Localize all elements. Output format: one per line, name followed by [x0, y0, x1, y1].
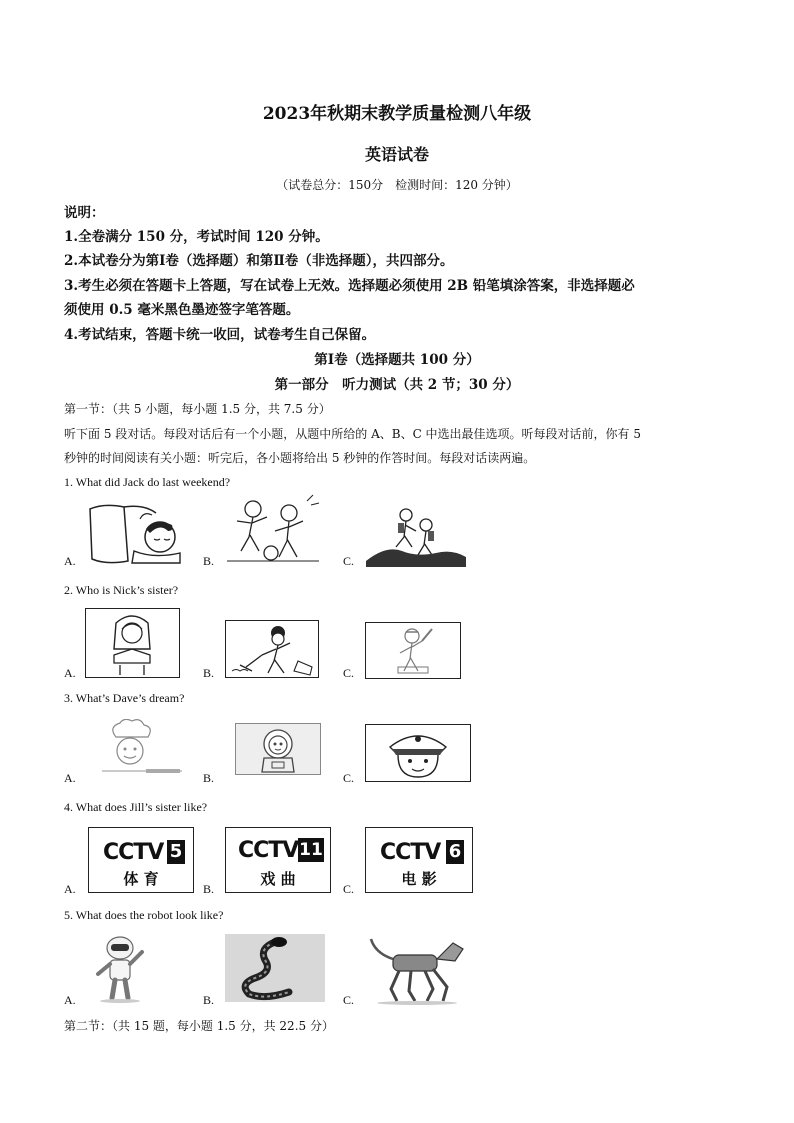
channel-number: 11: [299, 840, 323, 860]
instruction-item: 4.考试结束，答题卡统一收回，试卷考生自己保留。: [64, 327, 376, 343]
question-3: 3. What’s Dave’s dream?: [64, 691, 185, 705]
humanoid-robot-image: [86, 934, 156, 1004]
channel-number: 6: [446, 840, 464, 864]
option-c: C.: [343, 882, 355, 896]
question-5: 5. What does the robot look like?: [64, 908, 224, 922]
cctv-brand: CCTV: [238, 838, 299, 863]
cctv-logo-a: [88, 827, 194, 893]
question-1: 1. What did Jack do last weekend?: [64, 475, 231, 489]
exam-subject: 英语试卷: [364, 145, 429, 164]
option-a: A.: [64, 771, 76, 785]
option-c: C.: [343, 771, 355, 785]
channel-caption: 体 育: [123, 870, 159, 888]
question-2: 2. Who is Nick’s sister?: [64, 583, 179, 597]
option-b: B.: [203, 771, 215, 785]
cctv-brand: CCTV: [103, 840, 164, 865]
instruction-item: 2.本试卷分为第Ⅰ卷（选择题）和第Ⅱ卷（非选择题），共四部分。: [64, 253, 454, 269]
exam-meta: （试卷总分：150分 检测时间：120 分钟）: [276, 178, 518, 192]
cctv-logo-c: [365, 827, 473, 893]
chef-image: [86, 719, 182, 781]
instruction-item: 1.全卷满分 150 分，考试时间 120 分钟。: [64, 229, 329, 245]
option-a: A.: [64, 882, 76, 896]
option-b: B.: [203, 554, 215, 568]
question-4: 4. What does Jill’s sister like?: [64, 800, 208, 814]
girl-sweeping-image: [225, 620, 319, 678]
snake-robot-image: [225, 934, 325, 1002]
channel-caption: 戏 曲: [260, 870, 296, 888]
climbing-hikers-image: [366, 505, 466, 567]
playing-children-image: [223, 491, 323, 567]
channel-caption: 电 影: [401, 870, 437, 888]
part-heading: 第一部分 听力测试（共 2 节；30 分）: [274, 377, 520, 393]
instruction-item: 须使用 0.5 毫米黑色墨迹签字笔答题。: [64, 302, 300, 318]
instructions-heading: 说明：: [64, 205, 105, 221]
girl-reading-image: [85, 608, 180, 678]
cctv-logo-b: [225, 827, 331, 893]
volume-heading: 第Ⅰ卷（选择题共 100 分）: [314, 352, 480, 368]
section2-heading: 第二节：（共 15 题，每小题 1.5 分，共 22.5 分）: [64, 1019, 334, 1033]
exam-title: 2023年秋期末教学质量检测八年级: [262, 104, 532, 124]
astronaut-image: [235, 723, 321, 775]
section1-directions: 秒钟的时间阅读有关小题：听完后，各小题将给出 5 秒钟的作答时间。每段对话读两遍。: [64, 451, 536, 465]
option-a: A.: [64, 666, 76, 680]
section1-directions: 听下面 5 段对话。每段对话后有一个小题，从题中所给的 A、B、C 中选出最佳选项。听每段对话前，你有 5: [64, 427, 642, 441]
option-c: C.: [343, 554, 355, 568]
section1-heading: 第一节：（共 5 小题，每小题 1.5 分，共 7.5 分）: [64, 402, 331, 416]
option-b: B.: [203, 993, 215, 1007]
instruction-item: 3.考生必须在答题卡上答题，写在试卷上无效。选择题必须使用 2B 铅笔填涂答案，非选择题必: [64, 278, 635, 294]
police-officer-image: [365, 724, 471, 782]
cctv-brand: CCTV: [380, 840, 441, 865]
option-a: A.: [64, 554, 76, 568]
option-c: C.: [343, 666, 355, 680]
option-b: B.: [203, 882, 215, 896]
channel-number: 5: [167, 840, 185, 864]
option-b: B.: [203, 666, 215, 680]
option-c: C.: [343, 993, 355, 1007]
sleeping-boy-image: [84, 501, 184, 567]
boy-with-bat-image: [365, 622, 461, 679]
dog-robot-image: [363, 933, 469, 1005]
option-a: A.: [64, 993, 76, 1007]
